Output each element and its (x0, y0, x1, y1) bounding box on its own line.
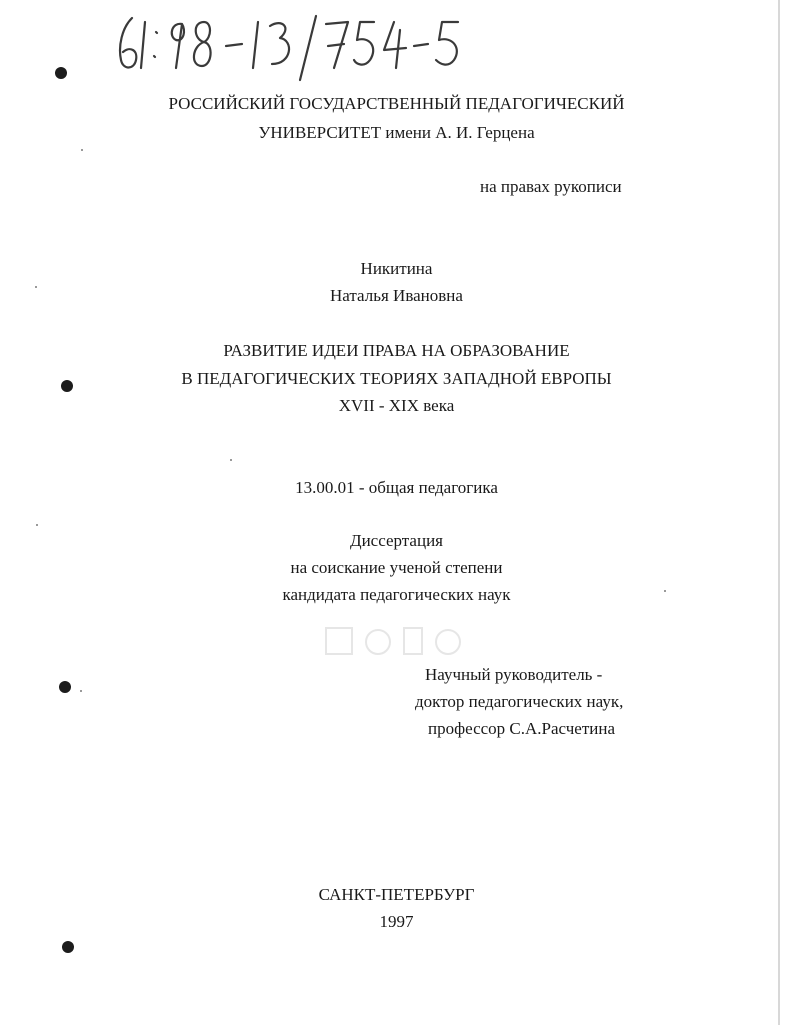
supervisor-line-2: доктор педагогических наук, (415, 692, 624, 711)
dissertation-title-line-1: РАЗВИТИЕ ИДЕИ ПРАВА НА ОБРАЗОВАНИЕ (223, 341, 570, 360)
scan-speck (80, 690, 82, 692)
city: САНКТ-ПЕТЕРБУРГ (318, 885, 475, 904)
university-name-line-2: УНИВЕРСИТЕТ имени А. И. Герцена (258, 123, 535, 142)
author-given-names: Наталья Ивановна (330, 286, 463, 305)
dissertation-title-line-3: XVII - XIX века (338, 396, 455, 415)
handwritten-archive-code (112, 6, 472, 84)
supervisor-line-1: Научный руководитель - (425, 665, 603, 684)
dissertation-type-line-1: Диссертация (349, 531, 443, 550)
supervisor-line-3: профессор С.А.Расчетина (428, 719, 616, 738)
dissertation-type-line-2: на соискание ученой степени (290, 558, 503, 577)
specialty-code: 13.00.01 - общая педагогика (295, 478, 498, 497)
binding-hole-1 (55, 67, 67, 79)
dissertation-type-line-3: кандидата педагогических наук (282, 585, 511, 604)
page-edge-shadow (778, 0, 780, 1025)
author-surname: Никитина (360, 259, 433, 278)
binding-hole-3 (59, 681, 71, 693)
scan-speck (81, 149, 83, 151)
university-name-line-1: РОССИЙСКИЙ ГОСУДАРСТВЕННЫЙ ПЕДАГОГИЧЕСКИЙ (168, 94, 625, 113)
faint-stamp (320, 622, 480, 662)
manuscript-note: на правах рукописи (480, 177, 622, 196)
scan-speck (230, 459, 232, 461)
year: 1997 (379, 912, 414, 931)
scan-speck (36, 524, 38, 526)
binding-hole-4 (62, 941, 74, 953)
dissertation-title-line-2: В ПЕДАГОГИЧЕСКИХ ТЕОРИЯХ ЗАПАДНОЙ ЕВРОПЫ (181, 369, 612, 388)
